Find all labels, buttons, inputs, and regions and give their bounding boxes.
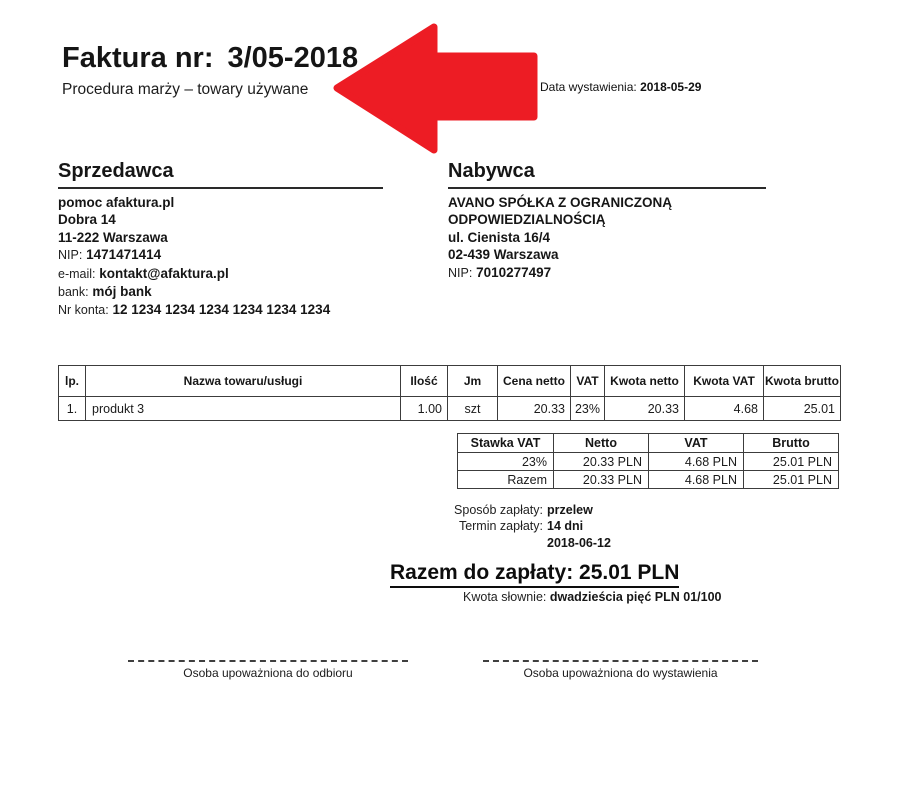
item-net-price: 20.33 [498, 397, 571, 421]
total-due-line: Razem do zapłaty: 25.01 PLN [390, 561, 679, 588]
invoice-number: 3/05-2018 [227, 42, 359, 74]
buyer-nip-value: 7010277497 [476, 264, 552, 280]
seller-account-value: 12 1234 1234 1234 1234 1234 1234 [112, 302, 331, 318]
seller-section [58, 160, 383, 320]
seller-nip-label: NIP: [58, 248, 83, 263]
vat-total-gross: 25.01 PLN [744, 471, 839, 489]
items-col-net-amount: Kwota netto [605, 366, 685, 397]
item-net-amount: 20.33 [605, 397, 685, 421]
signature-receiver: Osoba upoważniona do odbioru [128, 660, 408, 680]
payment-due-date: 2018-06-12 [547, 535, 611, 550]
payment-term-value: 14 dni [547, 519, 584, 534]
buyer-section [448, 160, 766, 282]
items-header-row [59, 366, 841, 397]
buyer-nip-label: NIP: [448, 265, 473, 280]
seller-bank-line [58, 283, 383, 301]
vat-col-gross: Brutto [744, 434, 839, 453]
vat-rate: 23% [458, 453, 554, 471]
payment-empty-cell [363, 535, 543, 551]
invoice-title [62, 42, 358, 75]
items-col-vat-amount: Kwota VAT [685, 366, 764, 397]
items-col-name: Nazwa towaru/usługi [86, 366, 401, 397]
item-vat-amount: 4.68 [685, 397, 764, 421]
vat-col-net: Netto [554, 434, 649, 453]
seller-email-label: e-mail: [58, 266, 96, 281]
item-unit: szt [448, 397, 498, 421]
amount-in-words-line [463, 590, 721, 604]
issue-date-line [540, 80, 701, 94]
item-name: produkt 3 [86, 397, 401, 421]
vat-rate-row [458, 453, 839, 471]
vat-gross: 25.01 PLN [744, 453, 839, 471]
items-col-vat: VAT [571, 366, 605, 397]
seller-email-value: kontakt@afaktura.pl [99, 265, 229, 281]
vat-col-vat: VAT [649, 434, 744, 453]
seller-bank-value: mój bank [92, 284, 152, 300]
invoice-subtitle: Procedura marży – towary używane [62, 81, 309, 98]
signature-issuer: Osoba upoważniona do wystawienia [483, 660, 758, 680]
red-arrow-left-icon [330, 14, 540, 159]
vat-total-net: 20.33 PLN [554, 471, 649, 489]
items-col-qty: Ilość [401, 366, 448, 397]
buyer-name: AVANO SPÓŁKA Z OGRANICZONĄ ODPOWIEDZIALNOŚCIĄ [448, 195, 672, 228]
buyer-heading: Nabywca [448, 160, 766, 189]
issue-date-label: Data wystawienia: [540, 80, 637, 94]
items-table [58, 365, 840, 421]
item-gross-amount: 25.01 [764, 397, 841, 421]
items-row [59, 397, 841, 421]
vat-total-label: Razem [458, 471, 554, 489]
seller-email-line [58, 265, 383, 283]
seller-heading: Sprzedawca [58, 160, 383, 189]
items-col-lp: lp. [59, 366, 86, 397]
payment-info [363, 502, 611, 551]
seller-account-label: Nr konta: [58, 303, 109, 318]
buyer-street: ul. Cienista 16/4 [448, 229, 551, 245]
item-vat-rate: 23% [571, 397, 605, 421]
vat-net: 20.33 PLN [554, 453, 649, 471]
items-col-gross-amount: Kwota brutto [764, 366, 841, 397]
payment-term-label: Termin zapłaty: [458, 519, 543, 534]
seller-name: pomoc afaktura.pl [58, 195, 175, 210]
payment-method-value: przelew [547, 503, 593, 517]
vat-vat: 4.68 PLN [649, 453, 744, 471]
vat-total-vat: 4.68 PLN [649, 471, 744, 489]
payment-method-label: Sposób zapłaty: [454, 503, 543, 517]
seller-account-line [58, 301, 383, 319]
vat-header-row [458, 434, 839, 453]
vat-total-row [458, 471, 839, 489]
vat-col-rate: Stawka VAT [458, 434, 554, 453]
items-col-net-price: Cena netto [498, 366, 571, 397]
seller-nip-line [58, 246, 383, 264]
seller-nip-value: 1471471414 [86, 247, 162, 263]
item-lp: 1. [59, 397, 86, 421]
seller-street: Dobra 14 [58, 212, 116, 228]
buyer-city: 02-439 Warszawa [448, 247, 559, 263]
amount-in-words-value: dwadzieścia pięć PLN 01/100 [549, 590, 722, 604]
seller-bank-label: bank: [58, 285, 89, 300]
buyer-nip-line [448, 264, 766, 282]
issue-date-value: 2018-05-29 [640, 80, 702, 94]
invoice-title-label: Faktura nr: [62, 42, 214, 74]
items-col-unit: Jm [448, 366, 498, 397]
amount-in-words-label: Kwota słownie: [463, 590, 547, 604]
seller-city: 11-222 Warszawa [58, 229, 168, 245]
item-qty: 1.00 [401, 397, 448, 421]
vat-summary-table [457, 433, 838, 489]
